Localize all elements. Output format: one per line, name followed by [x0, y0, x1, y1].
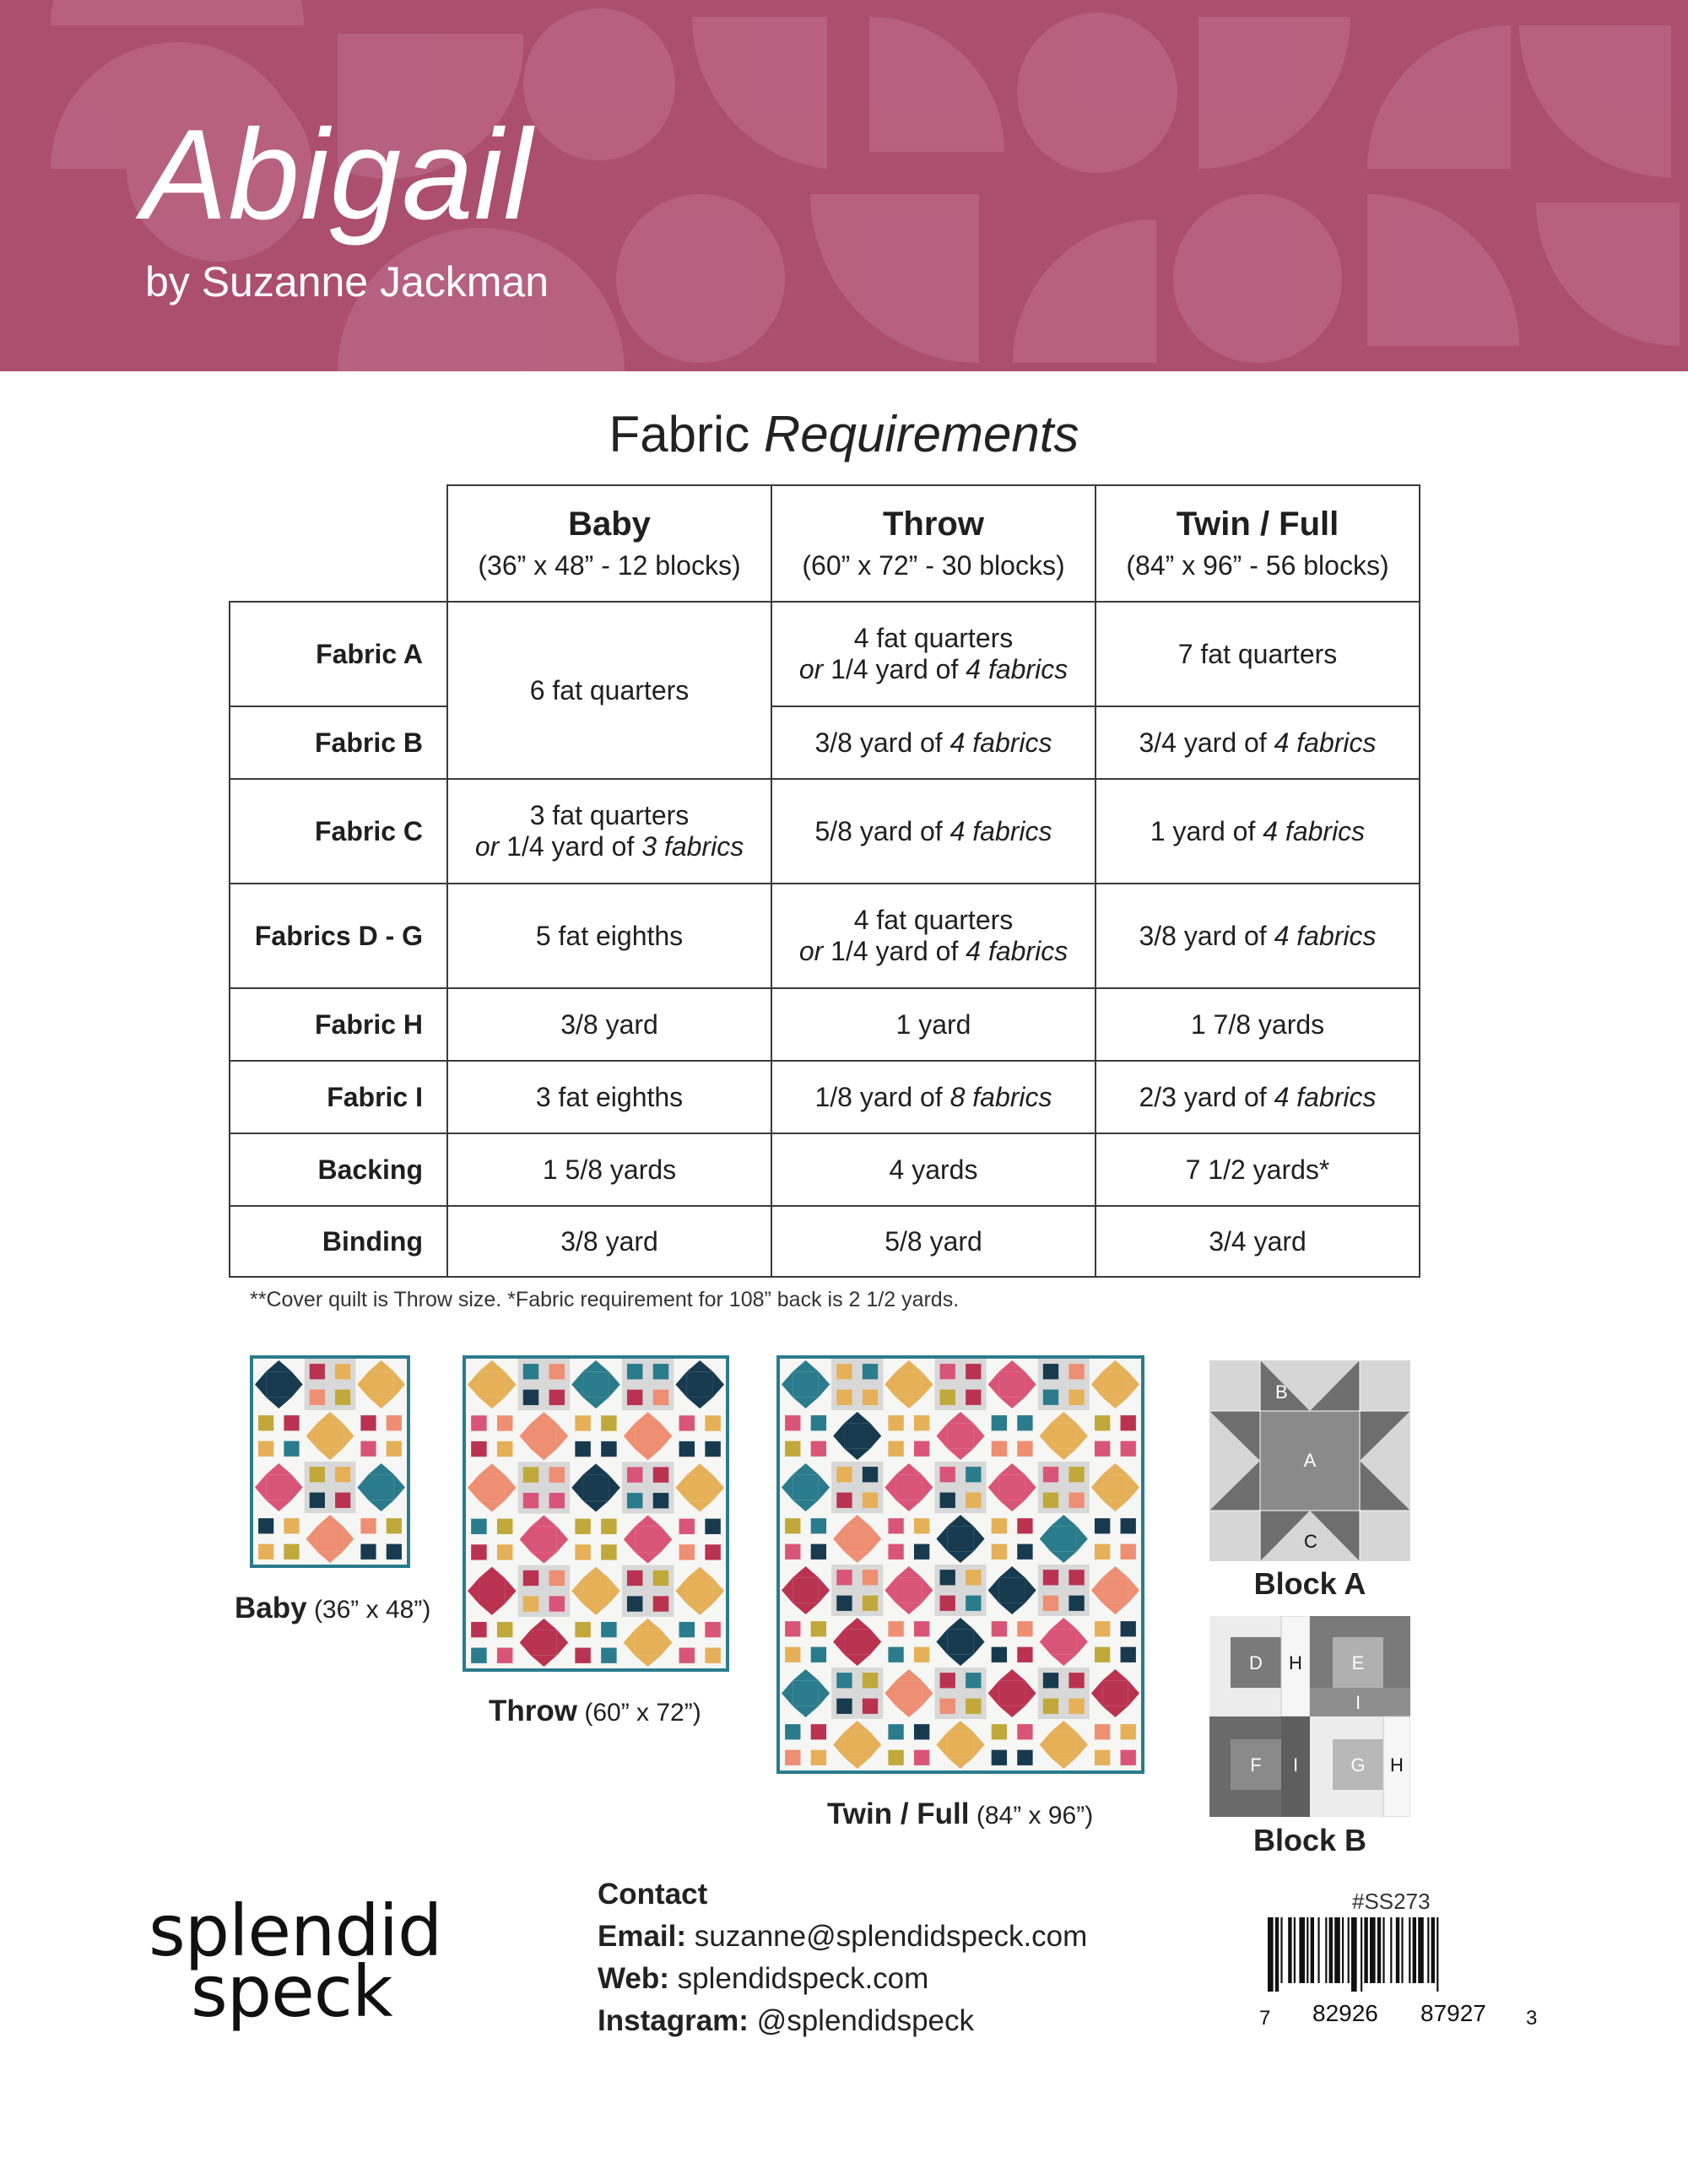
quilt-block [987, 1513, 1038, 1565]
quilt-throw-caption [489, 1695, 701, 1728]
cell-twin: 7 fat quarters [1096, 602, 1420, 706]
cell-line: 1/4 yard of [830, 654, 959, 684]
heading-italic: Requirements [763, 406, 1079, 462]
cell-twin: 7 1/2 yards* [1096, 1133, 1420, 1206]
table-row [230, 884, 1420, 988]
barcode-bar [1294, 1917, 1296, 1983]
block-b-label-i2: I [1292, 1754, 1299, 1776]
splendid-speck-logo [149, 1889, 442, 2033]
web-label: Web: [598, 1962, 669, 1995]
quilt-block [934, 1359, 986, 1410]
quilt-block [883, 1410, 934, 1462]
quilt-block [674, 1410, 726, 1462]
footnote: **Cover quilt is Throw size. *Fabric requirement for 108” back is 2 1/2 yards. [250, 1288, 960, 1311]
quilt-block [253, 1410, 305, 1462]
cell-or: or [798, 654, 824, 684]
quilt-name: Throw [489, 1695, 577, 1727]
row-label: Backing [230, 1133, 447, 1206]
col-dims: (60” x 72” - 30 blocks) [802, 550, 1065, 581]
cell-line: 1/4 yard of [830, 936, 959, 966]
fabric-requirements-table [229, 484, 1420, 1278]
table-row [230, 779, 1420, 884]
barcode-bar [1348, 1917, 1350, 1983]
quilt-block [466, 1617, 518, 1668]
cell-throw [771, 1061, 1096, 1133]
quilt-block [622, 1565, 674, 1617]
quilt-block [883, 1719, 934, 1770]
block-a-caption: Block A [1253, 1566, 1366, 1601]
barcode-last-digit: 3 [1526, 2007, 1538, 2030]
cell-italic: 4 fabrics [950, 727, 1052, 758]
designer-byline: by Suzanne Jackman [145, 258, 549, 305]
quilt-dims: (84” x 96”) [976, 1802, 1094, 1830]
cell-italic: 4 fabrics [966, 936, 1069, 966]
col-size: Baby [568, 505, 651, 543]
quilt-block [1090, 1616, 1141, 1668]
email-value[interactable]: suzanne@splendidspeck.com [694, 1920, 1088, 1953]
cell-throw [771, 884, 1096, 988]
quilt-block [1038, 1359, 1090, 1410]
cell-throw [771, 779, 1096, 884]
quilt-block [1038, 1462, 1090, 1513]
barcode-bar [1311, 1917, 1314, 1983]
cell-line: 3/8 yard of [814, 727, 943, 758]
table-row [230, 706, 1420, 779]
cell-line: 5/8 yard of [814, 815, 943, 846]
cell-line: 2/3 yard of [1139, 1081, 1267, 1112]
quilt-block [253, 1513, 305, 1565]
cell-baby: 3 fat eighths [447, 1061, 771, 1133]
quilt-block [466, 1514, 518, 1565]
cell-line: 4 fat quarters [853, 905, 1014, 935]
barcode-bar [1268, 1917, 1274, 1992]
quilt-block [570, 1514, 622, 1565]
quilt-block [466, 1410, 518, 1462]
cell-throw [771, 706, 1096, 779]
cell-line: 3 fat quarters [529, 800, 690, 830]
quilt-twin-image [776, 1355, 1144, 1774]
quilt-block [987, 1616, 1038, 1668]
col-header-baby [447, 485, 771, 602]
barcode-bar [1361, 1917, 1362, 1992]
row-label: Binding [230, 1206, 447, 1277]
header-blank-cell [230, 485, 447, 602]
barcode-bar [1342, 1917, 1344, 1983]
barcode-bar [1382, 1917, 1384, 1983]
row-label: Fabrics D - G [230, 884, 447, 988]
barcode-left-digits: 82926 [1312, 2000, 1378, 2026]
quilt-block [305, 1359, 356, 1410]
quilt-block [305, 1462, 356, 1513]
table-row [230, 602, 1420, 706]
cell-italic: 4 fabrics [1274, 727, 1377, 758]
pattern-title: Abigail [142, 103, 533, 246]
barcode-bar [1325, 1917, 1327, 1983]
quilt-block [934, 1565, 986, 1616]
col-header-throw [771, 485, 1096, 602]
barcode-bar [1396, 1917, 1399, 1983]
block-a-label-c: C [1304, 1531, 1317, 1552]
fabric-requirements-heading [0, 405, 1688, 463]
quilt-block [934, 1462, 986, 1513]
quilt-block [518, 1359, 571, 1410]
quilt-block [883, 1616, 934, 1668]
block-b-label-g: G [1350, 1754, 1366, 1776]
col-size: Throw [883, 505, 984, 543]
quilt-twin-caption [827, 1797, 1093, 1831]
cell-twin [1096, 1061, 1420, 1133]
logo-line2: speck [191, 1950, 392, 2033]
cell-throw: 4 yards [771, 1133, 1096, 1206]
instagram-label: Instagram: [598, 2004, 749, 2037]
cell-line: 1 yard of [1150, 815, 1256, 846]
barcode-bar [1427, 1917, 1429, 1983]
barcode-bar [1288, 1917, 1291, 1983]
upc-barcode [1258, 1917, 1521, 1992]
quilt-block [987, 1719, 1038, 1770]
col-size: Twin / Full [1176, 505, 1339, 543]
quilt-name: Twin / Full [827, 1797, 970, 1830]
cell-baby: 3/8 yard [447, 1206, 771, 1277]
contact-web [598, 1958, 1087, 2000]
table-row [230, 1206, 1420, 1277]
cell-twin: 1 7/8 yards [1096, 988, 1420, 1061]
contact-block [598, 1873, 1087, 2042]
quilt-block [780, 1616, 831, 1668]
block-b-label-f: F [1250, 1754, 1262, 1776]
quilt-block [780, 1513, 831, 1565]
table-row [230, 1061, 1420, 1133]
col-dims: (84” x 96” - 56 blocks) [1126, 550, 1389, 581]
quilt-block [831, 1359, 883, 1410]
email-label: Email: [598, 1920, 687, 1953]
barcode-bar [1413, 1917, 1416, 1983]
block-b-label-h2: H [1390, 1754, 1404, 1776]
quilt-block [570, 1410, 622, 1462]
col-dims: (36” x 48” - 12 blocks) [478, 550, 741, 581]
cell-italic: 8 fabrics [950, 1081, 1052, 1112]
barcode-bar [1390, 1917, 1392, 1983]
barcode-bar [1409, 1917, 1410, 1983]
contact-heading [598, 1873, 1087, 1916]
cell-italic: 4 fabrics [1274, 920, 1377, 951]
quilt-dims: (60” x 72”) [584, 1699, 701, 1727]
quilt-block [570, 1617, 622, 1668]
quilt-block [1038, 1668, 1090, 1719]
logo-line1: splendid [149, 1889, 442, 1972]
header-banner [0, 0, 1688, 371]
quilt-block [883, 1513, 934, 1565]
block-b-caption: Block B [1252, 1823, 1367, 1857]
block-a-label-a: A [1303, 1450, 1317, 1471]
cell-italic: 3 fabrics [641, 831, 744, 862]
quilt-block [355, 1513, 407, 1565]
col-header-twin [1096, 485, 1420, 602]
table-row [230, 988, 1420, 1061]
cell-throw: 1 yard [771, 988, 1096, 1061]
contact-email [598, 1916, 1087, 1958]
contact-heading-text: Contact [598, 1878, 708, 1911]
cell-throw [771, 602, 1096, 706]
row-label: Fabric C [230, 779, 447, 884]
cell-baby [447, 779, 771, 884]
row-label: Fabric A [230, 602, 447, 706]
quilt-block [622, 1462, 674, 1513]
block-b-label-h1: H [1289, 1652, 1302, 1673]
row-label: Fabric I [230, 1061, 447, 1133]
barcode-bar [1364, 1917, 1367, 1983]
barcode-bar [1280, 1917, 1282, 1983]
cell-throw: 5/8 yard [771, 1206, 1096, 1277]
barcode-right-digits: 87927 [1420, 2000, 1486, 2026]
barcode-bar [1299, 1917, 1305, 1983]
web-value[interactable]: splendidspeck.com [677, 1962, 929, 1995]
barcode-bar [1436, 1917, 1438, 1992]
barcode-bar [1377, 1917, 1381, 1983]
block-a-label-b: B [1275, 1381, 1288, 1403]
cell-baby: 3/8 yard [447, 988, 771, 1061]
table-header-row [230, 485, 1420, 602]
barcode-bar [1317, 1917, 1319, 1983]
cell-line: 3/4 yard of [1139, 727, 1267, 758]
barcode-bar [1329, 1917, 1333, 1983]
block-b-label-e: E [1351, 1652, 1365, 1673]
product-sku: #SS273 [1352, 1889, 1431, 1914]
cell-twin [1096, 884, 1420, 988]
barcode-bar [1351, 1917, 1357, 1992]
quilt-block [674, 1617, 726, 1668]
block-a-diagram [1209, 1360, 1410, 1561]
cell-line: 1/4 yard of [506, 831, 635, 862]
quilt-block [1090, 1410, 1141, 1462]
quilt-throw-image [463, 1355, 729, 1672]
quilt-block [934, 1668, 986, 1719]
cell-baby: 5 fat eighths [447, 884, 771, 988]
quilt-block [355, 1410, 407, 1462]
barcode-bar [1418, 1917, 1424, 1983]
cell-italic: 4 fabrics [1263, 815, 1366, 846]
barcode-bar [1275, 1917, 1279, 1992]
cell-line: 1/8 yard of [814, 1081, 943, 1112]
cell-italic: 4 fabrics [966, 654, 1069, 684]
cell-line: 3/8 yard of [1139, 920, 1267, 951]
quilt-baby-caption [235, 1592, 430, 1625]
quilt-block [987, 1410, 1038, 1462]
quilt-block [1038, 1565, 1090, 1616]
row-label: Fabric B [230, 706, 447, 779]
quilt-block [831, 1462, 883, 1513]
quilt-block [622, 1359, 674, 1410]
barcode-bar [1401, 1917, 1403, 1983]
quilt-block [831, 1565, 883, 1616]
instagram-value[interactable]: @splendidspeck [756, 2004, 975, 2037]
cell-or: or [474, 831, 500, 862]
cell-italic: 4 fabrics [1274, 1081, 1377, 1112]
barcode-first-digit: 7 [1259, 2007, 1271, 2030]
quilt-block [780, 1410, 831, 1462]
cell-twin [1096, 779, 1420, 884]
quilt-name: Baby [235, 1592, 307, 1624]
table-row [230, 1133, 1420, 1206]
contact-instagram [598, 2000, 1087, 2042]
quilt-block [1090, 1513, 1141, 1565]
block-b-label-d: D [1249, 1652, 1263, 1673]
barcode-bar [1370, 1917, 1376, 1983]
block-b-diagram [1209, 1616, 1410, 1817]
barcode-bar [1431, 1917, 1435, 1983]
quilt-block [780, 1719, 831, 1770]
cell-line: 4 fat quarters [853, 623, 1014, 653]
heading-plain: Fabric [609, 406, 750, 462]
quilt-block [674, 1514, 726, 1565]
cell-italic: 4 fabrics [950, 815, 1052, 846]
cell-baby-ab: 6 fat quarters [447, 602, 771, 779]
quilt-block [1090, 1719, 1141, 1770]
cell-twin [1096, 706, 1420, 779]
quilt-block [831, 1668, 883, 1719]
row-label: Fabric H [230, 988, 447, 1061]
cell-or: or [798, 936, 824, 966]
quilt-dims: (36” x 48”) [313, 1596, 431, 1624]
barcode-bar [1334, 1917, 1340, 1983]
quilt-block [518, 1462, 571, 1513]
quilt-block [518, 1565, 571, 1617]
cell-baby: 1 5/8 yards [447, 1133, 771, 1206]
barcode-bar [1307, 1917, 1308, 1983]
cell-twin: 3/4 yard [1096, 1206, 1420, 1277]
quilt-baby-image [250, 1355, 410, 1568]
block-b-label-i1: I [1355, 1692, 1361, 1713]
